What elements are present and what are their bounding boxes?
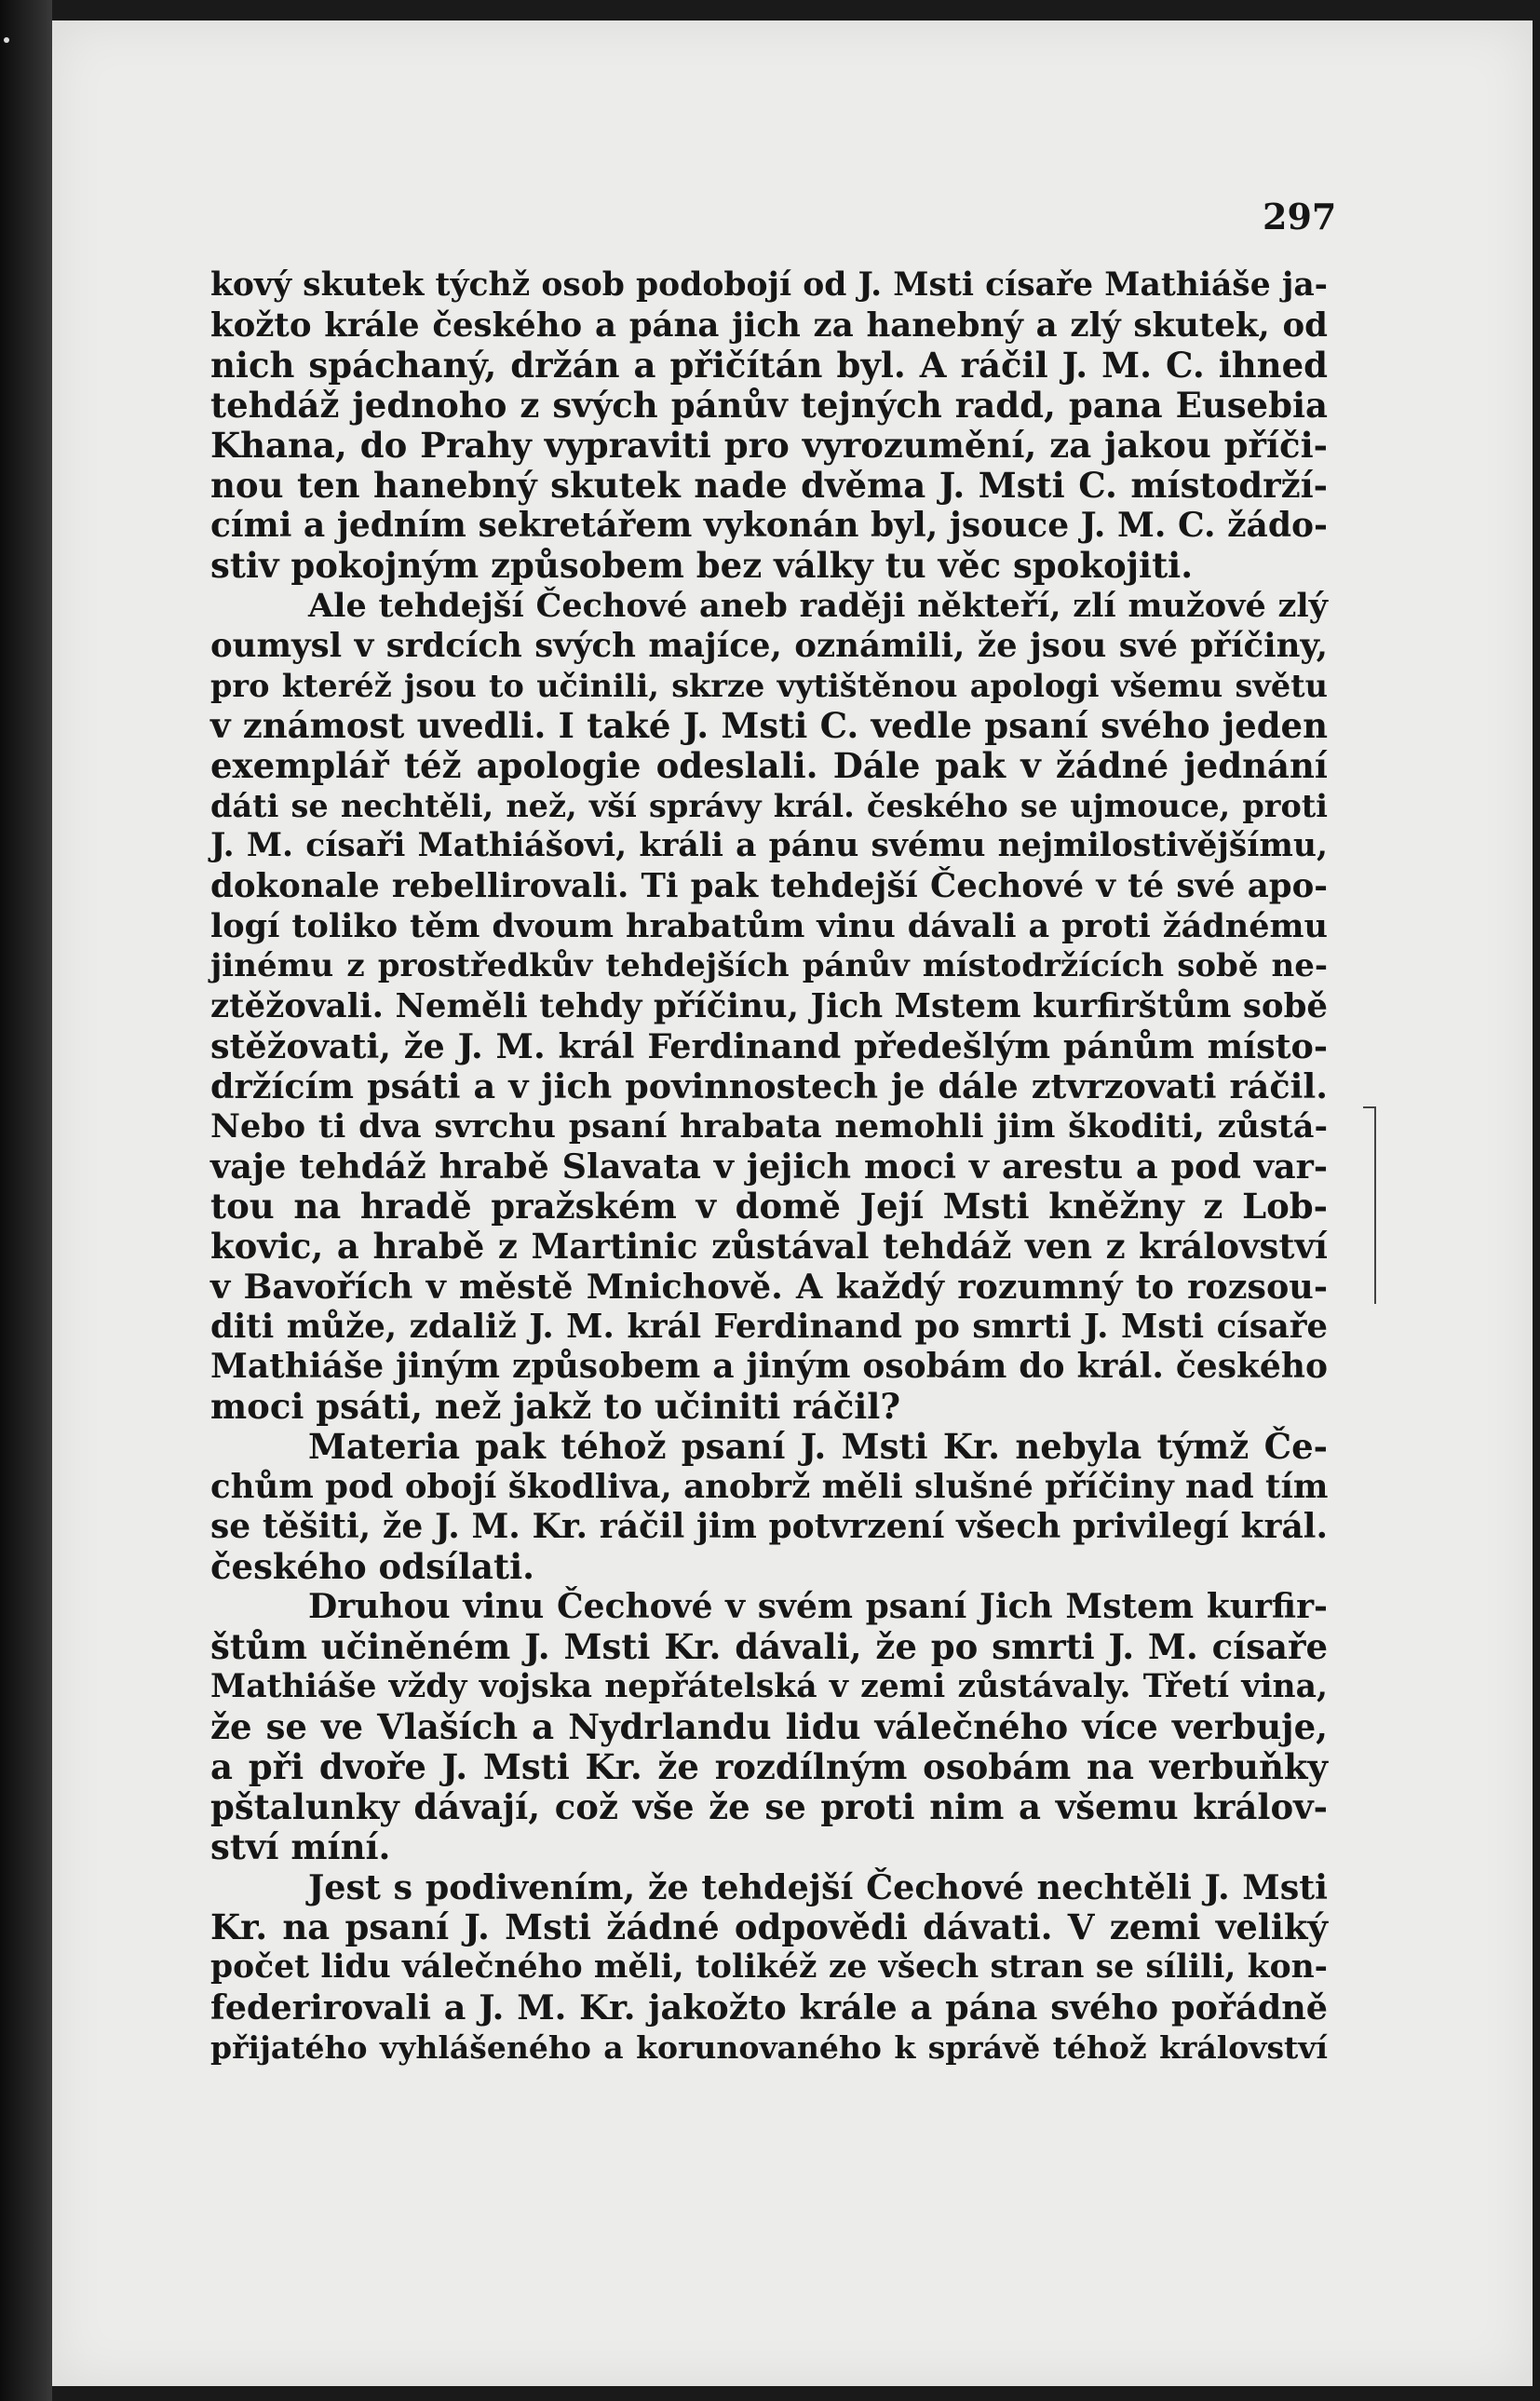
text-line: pro kteréž jsou to učinili, skrze vytištěnou apologi všemu světu	[210, 668, 1328, 704]
text-line: v známost uvedli. I také J. Msti C. vedle psaní svého jeden	[210, 705, 1328, 746]
text-line: nich spáchaný, držán a přičítán byl. A ráčil J. M. C. ihned	[210, 345, 1328, 386]
text-line: štům učiněném J. Msti Kr. dávali, že po smrti J. M. císaře	[210, 1626, 1328, 1667]
text-line: že se ve Vlaších a Nydrlandu lidu válečného více verbuje,	[210, 1706, 1328, 1747]
text-line: exemplář též apologie odeslali. Dále pak v žádné jednání	[210, 745, 1328, 786]
text-line: vaje tehdáž hrabě Slavata v jejich moci v arestu a pod var-	[210, 1146, 1328, 1187]
text-line: dokonale rebellirovali. Ti pak tehdejší Čechové v té své apo-	[210, 867, 1328, 905]
text-line: kožto krále českého a pána jich za hanebný a zlý skutek, od	[210, 306, 1328, 345]
text-line: cími a jedním sekretářem vykonán byl, jsouce J. M. C. žádo-	[210, 506, 1328, 545]
text-line: a při dvoře J. Msti Kr. že rozdílným osobám na verbuňky	[210, 1746, 1328, 1787]
text-line: stiv pokojným způsobem bez války tu věc spokojiti.	[210, 545, 1194, 586]
paragraph-first-line: Ale tehdejší Čechové aneb raději někteří, zlí mužové zlý	[308, 587, 1328, 625]
text-line: Khana, do Prahy vypraviti pro vyrozumění, za jakou příči-	[210, 425, 1328, 466]
book-spine	[0, 0, 52, 2401]
text-line: chům pod obojí škodliva, anobrž měli slušné příčiny nad tím	[210, 1468, 1329, 1506]
text-line: ztěžovali. Neměli tehdy příčinu, Jich Mstem kurfirštům sobě	[210, 987, 1328, 1025]
text-line: pštalunky dávají, což vše že se proti nim a všemu králov-	[210, 1786, 1328, 1827]
text-line: ství míní.	[210, 1826, 391, 1867]
text-line: oumysl v srdcích svých majíce, oznámili, že jsou své příčiny,	[210, 627, 1328, 665]
page-number: 297	[1263, 196, 1337, 237]
body-text	[210, 265, 1328, 2068]
text-line: počet lidu válečného měli, tolikéž ze všech stran se sílili, kon-	[210, 1948, 1328, 1986]
spine-mark	[4, 37, 9, 43]
text-line: J. M. císaři Mathiášovi, králi a pánu svému nejmilostivějšímu,	[210, 827, 1328, 864]
text-line: přijatého vyhlášeného a korunovaného k správě téhož království	[210, 2029, 1328, 2066]
text-line: držícím psáti a v jich povinnostech je dále ztvrzovati ráčil.	[210, 1066, 1328, 1106]
text-line: Mathiáše vždy vojska nepřátelská v zemi zůstávaly. Třetí vina,	[210, 1668, 1328, 1705]
text-line: moci psáti, než jakž to učiniti ráčil?	[210, 1386, 901, 1427]
text-line: kový skutek týchž osob podobojí od J. Msti císaře Mathiáše ja-	[210, 266, 1328, 304]
text-line: se těšiti, že J. M. Kr. ráčil jim potvrzení všech privilegí král.	[210, 1507, 1328, 1546]
text-line: kovic, a hrabě z Martinic zůstával tehdáž ven z království	[210, 1226, 1328, 1267]
margin-bracket-mark	[1363, 1106, 1376, 1304]
paragraph-first-line: Materia pak téhož psaní J. Msti Kr. nebyla týmž Če-	[308, 1426, 1328, 1467]
text-line: českého odsílati.	[210, 1546, 535, 1587]
text-line: tou na hradě pražském v domě Její Msti kněžny z Lob-	[210, 1186, 1328, 1227]
text-line: Mathiáše jiným způsobem a jiným osobám do král. českého	[210, 1347, 1328, 1386]
paragraph-first-line: Druhou vinu Čechové v svém psaní Jich Mstem kurfir-	[308, 1587, 1328, 1626]
text-line: nou ten hanebný skutek nade dvěma J. Msti C. místodrží-	[210, 465, 1328, 506]
paragraph-first-line: Jest s podivením, že tehdejší Čechové nechtěli J. Msti	[308, 1867, 1328, 1907]
text-line: dáti se nechtěli, než, vší správy král. českého se ujmouce, proti	[210, 788, 1328, 824]
text-line: federirovali a J. M. Kr. jakožto krále a pána svého pořádně	[210, 1987, 1328, 2028]
text-line: jinému z prostředkův tehdejších pánův místodržících sobě ne-	[210, 947, 1328, 984]
text-line: logí toliko těm dvoum hrabatům vinu dávali a proti žádnému	[210, 907, 1328, 945]
text-line: diti může, zdaliž J. M. král Ferdinand po smrti J. Msti císaře	[210, 1308, 1328, 1346]
text-line: Kr. na psaní J. Msti žádné odpovědi dávati. V zemi veliký	[210, 1906, 1328, 1947]
text-line: Nebo ti dva svrchu psaní hrabata nemohli jim škoditi, zůstá-	[210, 1107, 1328, 1146]
text-line: tehdáž jednoho z svých pánův tejných radd, pana Eusebia	[210, 385, 1328, 426]
text-line: v Bavořích v městě Mnichově. A každý rozumný to rozsou-	[210, 1267, 1328, 1307]
text-line: stěžovati, že J. M. král Ferdinand předešlým pánům místo-	[210, 1026, 1328, 1066]
